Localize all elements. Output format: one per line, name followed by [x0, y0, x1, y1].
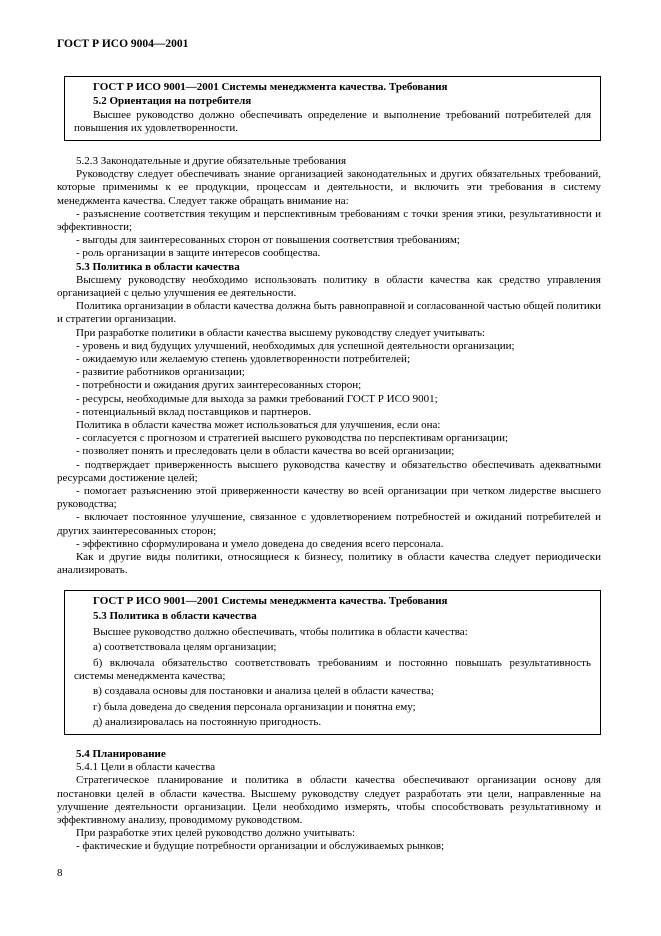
body-paragraph: - выгоды для заинтересованных сторон от повышения соответствия требованиям;: [76, 234, 460, 247]
quote-paragraph: Высшее руководство должно обеспечивать, чтобы политика в области качества:: [93, 625, 468, 638]
body-paragraph: - ресурсы, необходимые для выхода за рамки требований ГОСТ Р ИСО 9001;: [76, 392, 438, 405]
quote-paragraph: г) была доведена до сведения персонала организации и понятна ему;: [93, 700, 416, 713]
quote-box-iso9001-5-3: [64, 590, 601, 736]
quote-paragraph: в) создавала основы для постановки и анализа целей в области качества;: [93, 685, 434, 697]
body-paragraph: Политика в области качества может использоваться для улучшения, если она:: [76, 419, 441, 432]
running-header: ГОСТ Р ИСО 9004—2001: [57, 38, 189, 50]
body-paragraph: - развитие работников организации;: [76, 366, 245, 379]
body-paragraph: - фактические и будущие потребности организации и обслуживаемых рынков;: [76, 840, 445, 853]
body-paragraph: Стратегическое планирование и политика в области качества обеспечивают организации основу для постановки целей в области качества. Высшему руководству следует разработать эти цели, направленные на улучшение деятельности организации. Цели необходимо измерять, чтобы способствовать результативному и эффективному анализу, проводимому руководством.: [57, 774, 601, 827]
body-paragraph: Как и другие виды политики, относящиеся к бизнесу, политику в области качества следует периодически анализировать.: [57, 551, 601, 577]
section-5-4: [57, 748, 601, 854]
quote-paragraph: б) включала обязательство соответствовать требованиям и постоянно повышать результативность системы менеджмента качества;: [74, 656, 591, 682]
quote-box-iso9001-5-2: [64, 76, 601, 141]
body-paragraph: Высшему руководству необходимо использовать политику в области качества как средство управления организацией с целью улучшения ее деятельности.: [57, 273, 601, 300]
body-paragraph: При разработке политики в области качества высшему руководству следует учитывать:: [76, 326, 486, 339]
body-paragraph: 5.4.1 Цели в области качества: [76, 761, 216, 774]
quote-box-title: ГОСТ Р ИСО 9001—2001 Системы менеджмента качества. Требования: [93, 594, 448, 607]
body-paragraph: - согласуется с прогнозом и стратегией высшего руководства по перспективам организации;: [76, 432, 509, 445]
body-paragraph: - помогает разъяснению этой приверженности качеству во всей организации при четком лидерстве высшего руководства;: [57, 485, 601, 511]
quote-box-subtitle: 5.2 Ориентация на потребителя: [93, 95, 252, 107]
body-paragraph: - потенциальный вклад поставщиков и партнеров.: [76, 405, 312, 418]
body-paragraph: 5.3 Политика в области качества: [76, 260, 240, 273]
body-paragraph: - позволяет понять и преследовать цели в области качества во всей организации;: [76, 445, 455, 458]
body-paragraph: - разъяснение соответствия текущим и перспективным требованиям с точки зрения этики, результативности и эффективности;: [57, 207, 601, 234]
body-paragraph: Политика организации в области качества должна быть равноправной и согласованной частью общей политики и стратегии организации.: [57, 300, 601, 326]
body-paragraph: - уровень и вид будущих улучшений, необходимых для успешной деятельности организации;: [76, 339, 515, 352]
quote-paragraph: а) соответствовала целям организации;: [93, 641, 277, 653]
quote-box-subtitle: 5.3 Политика в области качества: [93, 610, 257, 622]
page-number: 8: [57, 867, 63, 879]
body-paragraph: - подтверждает приверженность высшего руководства качеству и обязательство обеспечивать адекватными ресурсами достижение целей;: [57, 458, 601, 484]
body-paragraph: - включает постоянное улучшение, связанное с удовлетворением потребностей и ожиданий потребителей и других заинтересованных сторон;: [57, 511, 601, 537]
quote-paragraph: д) анализировалась на постоянную пригодность.: [93, 716, 322, 728]
body-paragraph: - эффективно сформулирована и умело доведена до сведения всего персонала.: [76, 537, 444, 550]
body-paragraph: Руководству следует обеспечивать знание организацией законодательных и других обязательных требований, которые применимы к ее продукции, процессам и деятельности, и включить эти требования в систему менеджмента качества. Следует также обращать внимание на:: [57, 168, 601, 207]
quote-box-title: ГОСТ Р ИСО 9001—2001 Системы менеджмента качества. Требования: [93, 81, 448, 93]
quote-paragraph: Высшее руководство должно обеспечивать определение и выполнение требований потребителей для повышения их удовлетворенности.: [74, 109, 591, 134]
body-paragraph: При разработке этих целей руководство должно учитывать:: [76, 827, 356, 840]
body-paragraph: - роль организации в защите интересов сообщества.: [76, 247, 321, 260]
body-paragraph: 5.4 Планирование: [76, 748, 166, 760]
body-paragraph: - потребности и ожидания других заинтересованных сторон;: [76, 379, 362, 392]
body-paragraph: - ожидаемую или желаемую степень удовлетворенности потребителей;: [76, 353, 411, 366]
section-5-2-3-and-5-3: [57, 155, 601, 578]
body-paragraph: 5.2.3 Законодательные и другие обязательные требования: [76, 155, 347, 167]
